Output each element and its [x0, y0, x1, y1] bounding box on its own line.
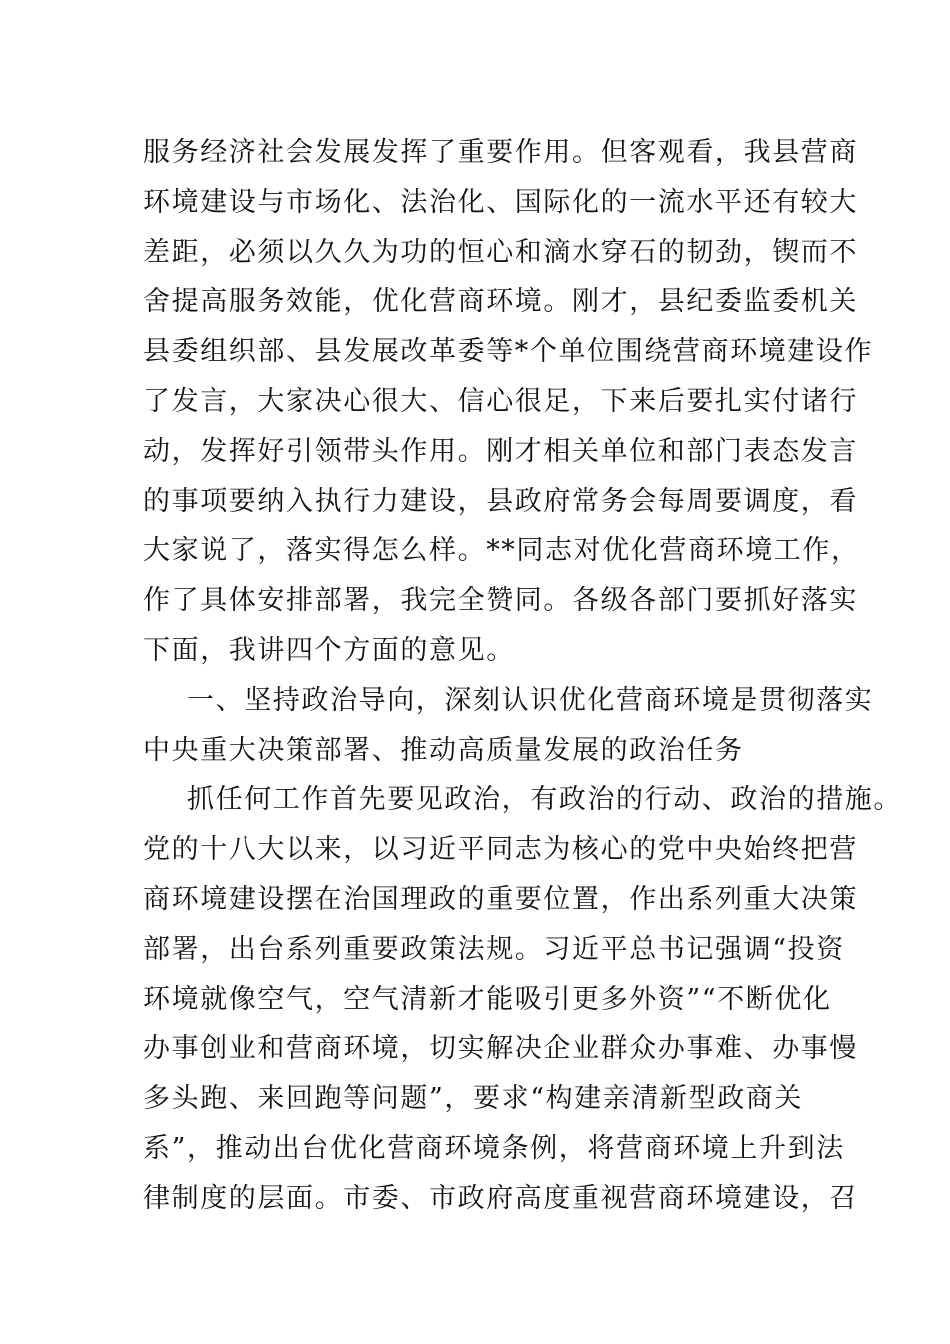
text-line: 动，发挥好引领带头作用。刚才相关单位和部门表态发言	[143, 435, 858, 467]
text-line: 差距，必须以久久为功的恒心和滴水穿石的韧劲，锲而不	[143, 236, 858, 268]
text-line: 作了具体安排部署，我完全赞同。各级各部门要抓好落实	[143, 585, 858, 617]
text-line: 律制度的层面。市委、市政府高度重视营商环境建设，召	[143, 1182, 858, 1214]
section-heading-line: 一、坚持政治导向，深刻认识优化营商环境是贯彻落实	[187, 684, 874, 716]
text-line: 县委组织部、县发展改革委等*个单位围绕营商环境建设作	[143, 336, 874, 368]
text-line: 环境建设与市场化、法治化、国际化的一流水平还有较大	[143, 186, 858, 218]
text-line: 党的十八大以来，以习近平同志为核心的党中央始终把营	[143, 834, 858, 866]
text-line: 部署，出台系列重要政策法规。习近平总书记强调“投资	[143, 933, 845, 965]
document-body	[143, 128, 902, 1224]
text-line: 系”，推动出台优化营商环境条例，将营商环境上升到法	[143, 1132, 845, 1164]
text-line: 环境就像空气，空气清新才能吸引更多外资”“不断优化	[143, 983, 832, 1015]
text-line: 多头跑、来回跑等问题”，要求“构建亲清新型政商关	[143, 1083, 804, 1115]
text-line: 的事项要纳入执行力建设，县政府常务会每周要调度，看	[143, 485, 858, 517]
text-line: 办事创业和营商环境，切实解决企业群众办事难、办事慢	[143, 1033, 858, 1065]
text-line: 抓任何工作首先要见政治，有政治的行动、政治的措施。	[187, 784, 902, 816]
text-line: 服务经济社会发展发挥了重要作用。但客观看，我县营商	[143, 137, 858, 168]
text-line: 下面，我讲四个方面的意见。	[143, 634, 515, 666]
section-heading-line: 中央重大决策部署、推动高质量发展的政治任务	[143, 734, 744, 766]
text-line: 了发言，大家决心很大、信心很足，下来后要扎实付诸行	[143, 385, 858, 417]
text-line: 舍提高服务效能，优化营商环境。刚才，县纪委监委机关	[143, 286, 858, 318]
text-line: 商环境建设摆在治国理政的重要位置，作出系列重大决策	[143, 883, 858, 915]
text-line: 大家说了，落实得怎么样。**同志对优化营商环境工作，	[143, 535, 860, 567]
